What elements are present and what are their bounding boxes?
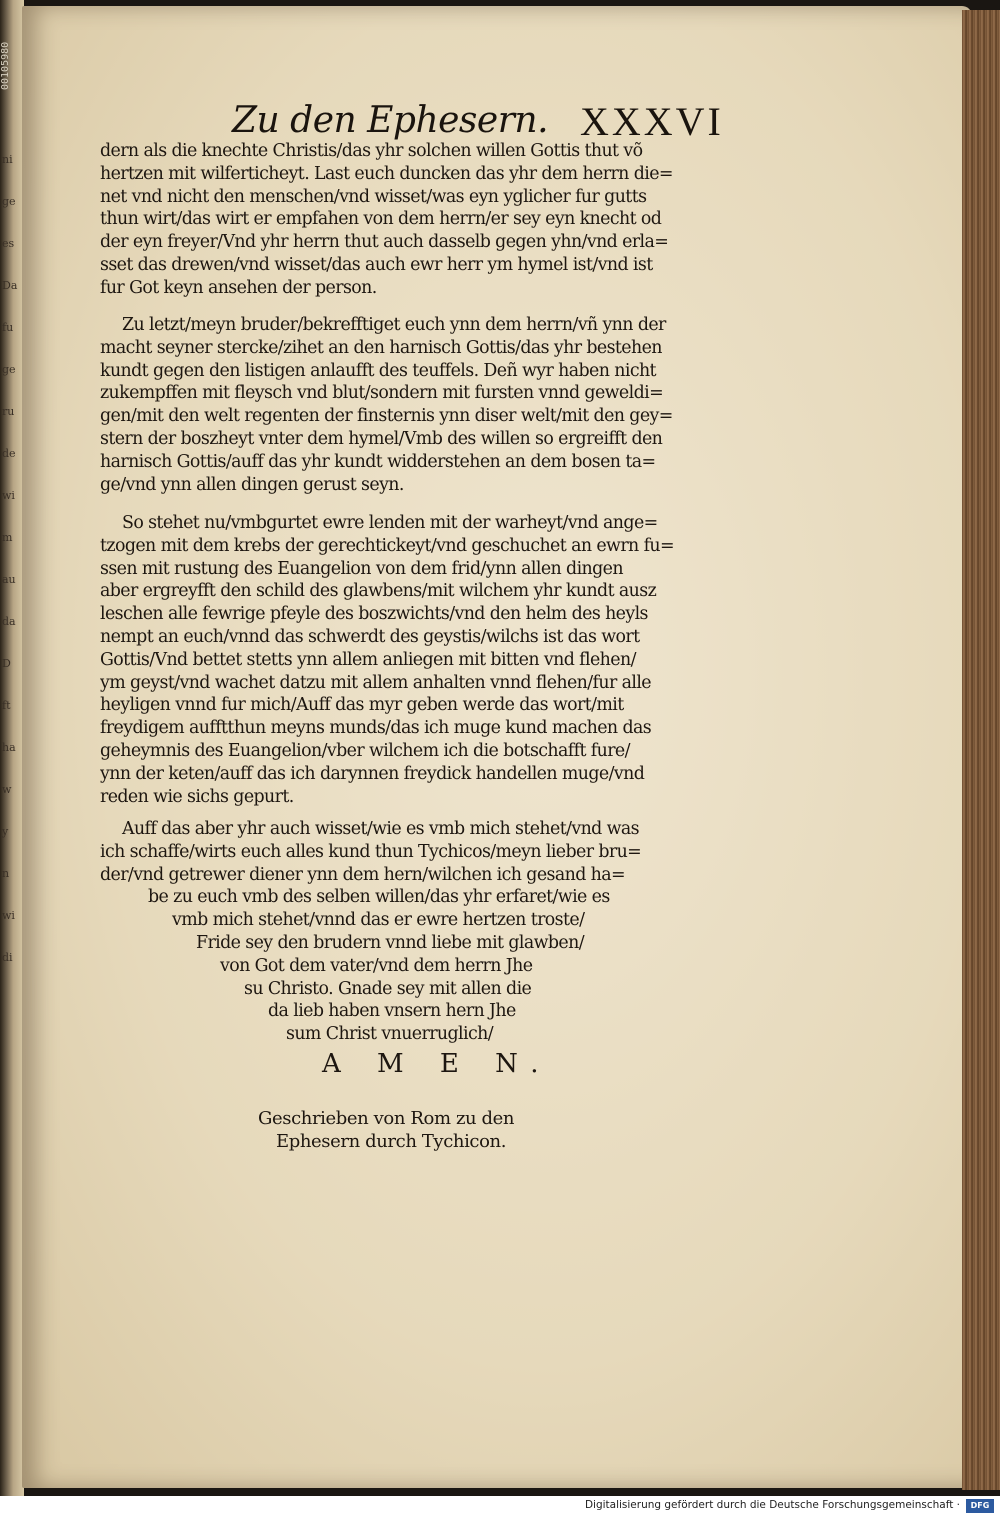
text-line: nempt an euch/vnnd das schwerdt des geystis/wilchs ist das wort [100, 626, 640, 647]
colophon-line: Geschrieben von Rom zu den [258, 1108, 515, 1129]
text-line: macht seyner stercke/zihet an den harnisch Gottis/das yhr bestehen [100, 337, 662, 358]
dfg-logo: DFG [966, 1499, 994, 1513]
paragraph-1 [100, 140, 730, 300]
left-page-fragment: ge [2, 363, 16, 376]
left-page-fragment: ha [2, 741, 16, 754]
text-line: hertzen mit wilferticheyt. Last euch duncken das yhr dem herrn die= [100, 163, 673, 184]
text-line: Fride sey den brudern vnnd liebe mit glawben/ [196, 932, 584, 953]
text-line: ge/vnd ynn allen dingen gerust seyn. [100, 474, 404, 495]
text-line: freydigem aufftthun meyns munds/das ich muge kund machen das [100, 718, 652, 739]
text-line: heyligen vnnd fur mich/Auff das myr geben werde das wort/mit [100, 695, 624, 716]
text-line: ich schaffe/wirts euch alles kund thun Tychicos/meyn lieber bru= [100, 841, 642, 862]
left-page-fragment: y [2, 825, 9, 838]
text-line: su Christo. Gnade sey mit allen die [244, 978, 532, 999]
colophon [100, 1108, 730, 1154]
book-fore-edge [962, 10, 1000, 1490]
paragraph-3 [100, 512, 730, 808]
text-line: der/vnd getrewer diener ynn dem hern/wilchen ich gesand ha= [100, 864, 626, 885]
text-line: ym geyst/vnd wachet datzu mit allem anhalten vnnd flehen/fur alle [100, 672, 651, 693]
left-page-fragment: es [2, 237, 15, 250]
text-line: sum Christ vnuerruglich/ [286, 1024, 493, 1045]
left-page-fragment: m [2, 531, 13, 544]
footer-bar [0, 1496, 1000, 1517]
text-line: thun wirt/das wirt er empfahen von dem herrn/er sey eyn knecht od [100, 209, 662, 230]
text-line: sset das drewen/vnd wisset/das auch ewr herr ym hymel ist/vnd ist [100, 254, 653, 275]
left-page-fragment: ge [2, 195, 16, 208]
text-line: ynn der keten/auff das ich darynnen freydick handellen muge/vnd [100, 763, 645, 784]
left-page-fragment: de [2, 447, 16, 460]
paragraph-4 [100, 818, 730, 1082]
left-page-fragment: fu [2, 321, 14, 334]
text-line: vmb mich stehet/vnnd das er ewre hertzen troste/ [172, 910, 585, 931]
folio-number: XXXVI [580, 99, 724, 144]
text-line: tzogen mit dem krebs der gerechtickeyt/vnd geschuchet an ewrn fu= [100, 535, 674, 556]
text-line: stern der boszheyt vnter dem hymel/Vmb des willen so ergreifft den [100, 428, 663, 449]
text-line: Gottis/Vnd bettet stetts ynn allem anliegen mit bitten vnd flehen/ [100, 649, 636, 670]
text-line: fur Got keyn ansehen der person. [100, 277, 377, 298]
left-page-fragment: w [2, 783, 12, 796]
left-page-fragment: ni [2, 153, 13, 166]
amen-line: A M E N. [322, 1048, 553, 1079]
left-page-fragment: di [2, 951, 13, 964]
text-line: geheymnis des Euangelion/vber wilchem ich die botschafft fure/ [100, 740, 630, 761]
text-line: dern als die knechte Christis/das yhr solchen willen Gottis thut võ [100, 141, 643, 161]
text-line: So stehet nu/vmbgurtet ewre lenden mit der warheyt/vnd ange= [122, 513, 658, 533]
left-page-fragment: ft [2, 699, 11, 712]
paragraph-2 [100, 314, 730, 496]
text-line: leschen alle fewrige pfeyle des boszwichts/vnd den helm des heyls [100, 604, 648, 625]
colophon-line: Ephesern durch Tychicon. [276, 1130, 507, 1152]
left-page-fragment: au [2, 573, 16, 586]
text-line: harnisch Gottis/auff das yhr kundt widderstehen an dem bosen ta= [100, 451, 656, 472]
text-line: aber ergreyfft den schild des glawbens/mit wilchem yhr kundt ausz [100, 581, 657, 602]
text-line: Zu letzt/meyn bruder/bekrefftiget euch ynn dem herrn/vñ ynn der [122, 315, 666, 335]
text-line: net vnd nicht den menschen/vnd wisset/was eyn yglicher fur gutts [100, 186, 647, 207]
text-line: da lieb haben vnsern hern Jhe [268, 1001, 516, 1022]
text-line: kundt gegen den listigen anlaufft des teuffels. Deñ wyr haben nicht [100, 360, 656, 381]
left-page-fragment: Da [2, 279, 18, 292]
left-page-fragment: D [2, 657, 11, 670]
text-line: der eyn freyer/Vnd yhr herrn thut auch dasselb gegen yhn/vnd erla= [100, 232, 669, 253]
left-page-fragment: wi [2, 909, 15, 922]
left-page-fragment: ru [2, 405, 15, 418]
text-line: gen/mit den welt regenten der finsternis ynn diser welt/mit den gey= [100, 406, 673, 427]
left-page-fragment: wi [2, 489, 15, 502]
funding-credit: Digitalisierung gefördert durch die Deutsche Forschungsgemeinschaft · [584, 1499, 960, 1511]
text-line: zukempffen mit fleysch vnd blut/sondern mit fursten vnnd geweldi= [100, 383, 664, 404]
running-title: Zu den Ephesern. [232, 100, 549, 141]
shelfmark-label: 00105980 [0, 41, 11, 90]
text-line: von Got dem vater/vnd dem herrn Jhe [220, 955, 533, 976]
left-page-fragment: n [2, 867, 10, 880]
text-line: reden wie sichs gepurt. [100, 786, 294, 807]
text-line: be zu euch vmb des selben willen/das yhr erfaret/wie es [148, 887, 610, 908]
text-line: ssen mit rustung des Euangelion von dem frid/ynn allen dingen [100, 558, 623, 579]
left-page-fragment: da [2, 615, 16, 628]
text-line: Auff das aber yhr auch wisset/wie es vmb mich stehet/vnd was [122, 819, 640, 839]
